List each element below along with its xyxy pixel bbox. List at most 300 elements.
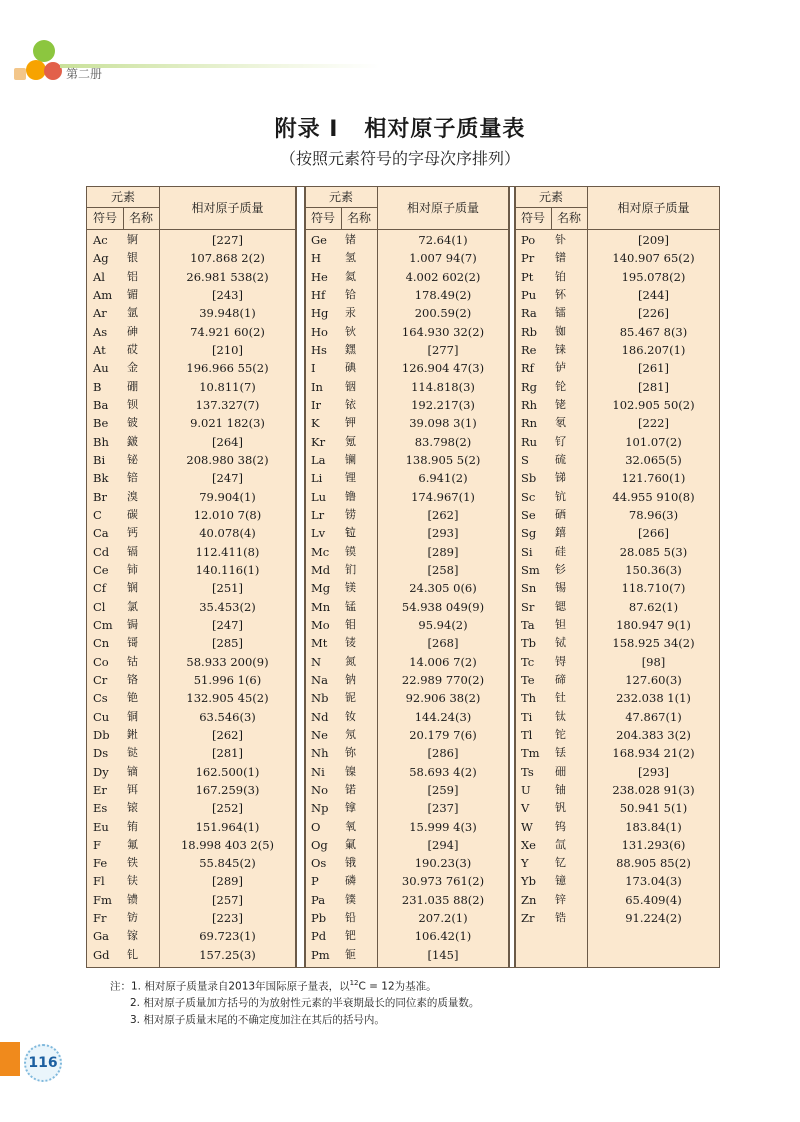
- table-row: [305, 671, 508, 689]
- atomic-mass: 106.42(1): [414, 929, 472, 944]
- element-name: 镆: [345, 544, 356, 558]
- element-symbol: Cm: [93, 617, 113, 632]
- table-row: [515, 506, 719, 524]
- page-title: [0, 112, 800, 143]
- table-name: 相对原子质量表: [364, 117, 526, 142]
- element-symbol: Bi: [93, 452, 106, 467]
- element-symbol: Hg: [311, 306, 329, 321]
- element-name: 铝: [127, 269, 138, 283]
- element-name: 镓: [127, 929, 138, 943]
- table-row: [305, 286, 508, 304]
- table-row: [87, 872, 295, 890]
- element-name: 钆: [127, 947, 138, 961]
- element-symbol: Er: [93, 782, 107, 797]
- table-row: [305, 506, 508, 524]
- table-row: [305, 854, 508, 872]
- element-symbol: Fr: [93, 911, 107, 926]
- element-name: 锎: [127, 581, 138, 595]
- table-row: [515, 909, 719, 927]
- column-rows: [515, 231, 719, 927]
- element-name: 铷: [555, 324, 566, 338]
- atomic-mass: 4.002 602(2): [405, 269, 481, 284]
- element-symbol: Y: [521, 856, 529, 871]
- element-name: 锡: [555, 581, 566, 595]
- element-symbol: Kr: [311, 434, 326, 449]
- element-symbol: Ts: [521, 764, 534, 779]
- atomic-mass: [257]: [212, 892, 243, 907]
- atomic-mass: 173.04(3): [625, 874, 682, 889]
- element-symbol: Hf: [311, 287, 326, 302]
- element-symbol: Am: [93, 287, 113, 302]
- atomic-mass: 196.966 55(2): [186, 361, 269, 376]
- element-name: 砹: [127, 342, 138, 356]
- element-name: 锌: [555, 892, 566, 906]
- atomic-mass: 15.999 4(3): [409, 819, 477, 834]
- element-symbol: Mn: [311, 599, 331, 614]
- atomic-mass: 162.500(1): [195, 764, 260, 779]
- atomic-mass: 88.905 85(2): [616, 856, 691, 871]
- atomic-mass: 238.028 91(3): [612, 782, 695, 797]
- appendix-label: 附录 I: [274, 117, 339, 142]
- atomic-mass: 12.010 7(8): [193, 507, 262, 522]
- element-name: 砷: [127, 324, 138, 338]
- element-symbol: Sn: [521, 581, 537, 596]
- element-name: 镨: [555, 251, 566, 265]
- element-symbol: Eu: [93, 819, 109, 834]
- atomic-mass: 168.934 21(2): [612, 746, 695, 761]
- element-symbol: Db: [93, 727, 110, 742]
- table-row: [515, 854, 719, 872]
- element-symbol: Bh: [93, 434, 109, 449]
- atomic-mass: 58.693 4(2): [409, 764, 477, 779]
- atomic-mass: 22.989 770(2): [401, 672, 485, 687]
- element-name: 锗: [345, 233, 356, 246]
- table-row: [515, 708, 719, 726]
- atomic-mass: [281]: [212, 746, 243, 761]
- table-row: [87, 909, 295, 927]
- element-name: 硅: [555, 544, 566, 558]
- table-row: [87, 744, 295, 762]
- atomic-mass: 126.904 47(3): [401, 361, 485, 376]
- element-name: 铱: [345, 397, 356, 411]
- atomic-mass: 114.818(3): [411, 379, 475, 394]
- table-row: [87, 396, 295, 414]
- table-row: [515, 231, 719, 249]
- atomic-mass: [243]: [212, 287, 243, 302]
- table-row: [87, 359, 295, 377]
- table-row: [515, 836, 719, 854]
- atomic-mass: [281]: [638, 379, 669, 394]
- table-row: [515, 598, 719, 616]
- atomic-mass: 24.305 0(6): [409, 581, 477, 596]
- atomic-mass: 18.998 403 2(5): [180, 837, 275, 852]
- element-symbol: Ga: [93, 929, 110, 944]
- element-name: 钛: [555, 709, 566, 723]
- table-row: [87, 818, 295, 836]
- table-row: [87, 927, 295, 945]
- atomic-mass: [289]: [427, 544, 459, 559]
- element-name: 氟: [127, 837, 138, 851]
- table-row: [305, 268, 508, 286]
- element-name: 钐: [555, 562, 566, 576]
- table-row: [305, 744, 508, 762]
- table-row: [305, 414, 508, 432]
- atomic-mass: [145]: [427, 947, 459, 962]
- atomic-mass: 158.925 34(2): [612, 636, 695, 651]
- element-symbol: Cf: [93, 581, 107, 596]
- element-name: 碘: [345, 361, 356, 375]
- element-name: 钇: [555, 856, 566, 870]
- atomic-mass: 74.921 60(2): [190, 324, 265, 339]
- table-row: [515, 689, 719, 707]
- element-symbol: Ds: [93, 746, 109, 761]
- element-name: 钕: [345, 709, 356, 723]
- element-name: 铂: [555, 269, 566, 283]
- element-symbol: Pd: [311, 929, 327, 944]
- table-row: [305, 708, 508, 726]
- atomic-mass: 83.798(2): [414, 434, 472, 449]
- element-symbol: Ho: [311, 324, 328, 339]
- table-row: [515, 616, 719, 634]
- atomic-mass: 50.941 5(1): [619, 801, 688, 816]
- element-symbol: P: [311, 874, 319, 889]
- table-row: [515, 872, 719, 890]
- element-name: 镱: [555, 874, 566, 888]
- atomic-mass: 87.62(1): [628, 599, 679, 614]
- element-name: 锶: [555, 599, 566, 613]
- atomic-mass: [268]: [427, 636, 459, 651]
- column-rows: [305, 231, 508, 964]
- element-symbol: Ne: [311, 727, 328, 742]
- atomic-mass: 174.967(1): [411, 489, 475, 504]
- atomic-mass: [293]: [638, 764, 669, 779]
- element-symbol: Tc: [521, 654, 535, 669]
- atomic-mass: [210]: [212, 342, 243, 357]
- element-symbol: Og: [311, 837, 328, 852]
- element-name: 铼: [555, 342, 566, 356]
- element-symbol: Cr: [93, 672, 108, 687]
- header-symbol: 符号: [87, 208, 124, 229]
- table-row: [515, 524, 719, 542]
- atomic-mass: [237]: [427, 801, 459, 816]
- element-symbol: Bk: [93, 471, 109, 486]
- element-name: 𨧀: [127, 727, 138, 741]
- element-name: 氡: [555, 416, 566, 430]
- atomic-mass: 164.930 32(2): [401, 324, 485, 339]
- element-name: 镤: [345, 892, 356, 906]
- table-row: [305, 836, 508, 854]
- table-row: [515, 763, 719, 781]
- element-symbol: Te: [521, 672, 535, 687]
- element-symbol: N: [311, 654, 322, 669]
- table-row: [515, 268, 719, 286]
- element-name: 氯: [127, 599, 138, 613]
- element-name: 铕: [127, 819, 138, 833]
- atomic-mass: [261]: [638, 361, 669, 376]
- element-name: 锘: [345, 782, 356, 796]
- header-name: 名称: [123, 208, 160, 229]
- table-row: [87, 763, 295, 781]
- element-name: 钙: [127, 526, 138, 540]
- atomic-mass: 85.467 8(3): [619, 324, 688, 339]
- element-symbol: As: [93, 324, 108, 339]
- atomic-mass: 121.760(1): [621, 471, 686, 486]
- element-symbol: At: [93, 342, 106, 357]
- atomic-mass: 208.980 38(2): [186, 452, 269, 467]
- table-column: [515, 187, 719, 967]
- element-name: 硼: [127, 379, 138, 393]
- element-name: 铅: [345, 911, 356, 925]
- atomic-mass: 55.845(2): [199, 856, 256, 871]
- table-row: [87, 414, 295, 432]
- element-name: 氧: [345, 819, 356, 833]
- element-name: 氦: [345, 269, 356, 283]
- atomic-mass: 30.973 761(2): [401, 874, 485, 889]
- element-name: 𬬻: [555, 361, 566, 375]
- atomic-mass: 51.996 1(6): [193, 672, 262, 687]
- atomic-mass: 127.60(3): [625, 672, 682, 687]
- column-header: [87, 187, 295, 230]
- table-row: [305, 488, 508, 506]
- element-name: 铪: [345, 287, 356, 301]
- element-symbol: Sr: [521, 599, 535, 614]
- element-symbol: Ar: [93, 306, 107, 321]
- table-row: [87, 689, 295, 707]
- element-name: 钽: [555, 617, 566, 631]
- element-symbol: Na: [311, 672, 328, 687]
- atomic-mass: 35.453(2): [199, 599, 256, 614]
- element-name: 铟: [345, 379, 356, 393]
- element-symbol: In: [311, 379, 323, 394]
- table-row: [515, 469, 719, 487]
- element-name: 钾: [345, 416, 356, 430]
- element-name: 氢: [345, 251, 356, 265]
- element-name: 钫: [127, 911, 138, 925]
- header-element: 元素: [305, 187, 378, 208]
- element-name: 铹: [345, 507, 356, 521]
- element-name: 铁: [127, 856, 138, 870]
- element-name: 铑: [555, 397, 566, 411]
- atomic-mass: 92.906 38(2): [405, 691, 481, 706]
- atomic-mass: 150.36(3): [625, 562, 682, 577]
- element-name: 钒: [555, 801, 566, 815]
- element-name: 鿭: [345, 746, 356, 760]
- element-symbol: Cn: [93, 636, 110, 651]
- element-name: 钪: [555, 489, 566, 503]
- atomic-mass: [293]: [427, 526, 459, 541]
- element-symbol: Gd: [93, 947, 110, 962]
- table-row: [87, 634, 295, 652]
- table-row: [87, 304, 295, 322]
- element-symbol: Ce: [93, 562, 109, 577]
- atomic-mass: 6.941(2): [418, 471, 468, 486]
- header-name: 名称: [551, 208, 588, 229]
- book-label: 第二册: [66, 67, 103, 81]
- table-row: [515, 323, 719, 341]
- element-name: 钯: [345, 929, 356, 943]
- element-symbol: Rh: [521, 397, 538, 412]
- table-row: [515, 891, 719, 909]
- atomic-mass: 9.021 182(3): [190, 416, 265, 431]
- table-row: [515, 726, 719, 744]
- element-name: 钍: [555, 691, 566, 705]
- header-mass: 相对原子质量: [617, 201, 690, 215]
- atomic-mass: 40.078(4): [199, 526, 256, 541]
- column-rows: [87, 231, 295, 964]
- element-symbol: Mc: [311, 544, 330, 559]
- atomic-mass: 138.905 5(2): [405, 452, 481, 467]
- header-element: 元素: [87, 187, 160, 208]
- atomic-mass: 231.035 88(2): [401, 892, 485, 907]
- atomic-mass: [247]: [212, 617, 243, 632]
- table-row: [87, 891, 295, 909]
- table-row: [305, 598, 508, 616]
- table-row: [305, 359, 508, 377]
- table-row: [305, 561, 508, 579]
- element-symbol: Zr: [521, 911, 535, 926]
- element-symbol: Tl: [521, 727, 533, 742]
- table-row: [305, 231, 508, 249]
- atomic-mass: 131.293(6): [621, 837, 686, 852]
- page-number: 116: [24, 1044, 62, 1082]
- table-row: [305, 433, 508, 451]
- element-symbol: Pr: [521, 251, 535, 266]
- element-symbol: Nb: [311, 691, 329, 706]
- element-symbol: V: [521, 801, 530, 816]
- element-symbol: Cl: [93, 599, 106, 614]
- table-row: [87, 268, 295, 286]
- element-symbol: Cs: [93, 691, 108, 706]
- atomic-mass: 39.948(1): [199, 306, 256, 321]
- atomic-mass: [259]: [427, 782, 459, 797]
- column-border: [295, 187, 297, 967]
- atomic-mass: 1.007 94(7): [409, 251, 477, 266]
- atomic-mass: 200.59(2): [414, 306, 472, 321]
- table-row: [515, 414, 719, 432]
- element-symbol: Th: [521, 691, 537, 706]
- element-name: 银: [127, 251, 138, 265]
- element-name: 锰: [345, 599, 356, 613]
- atomic-mass: [262]: [427, 507, 459, 522]
- table-row: [305, 781, 508, 799]
- element-symbol: Nh: [311, 746, 329, 761]
- atomic-mass: [262]: [212, 727, 243, 742]
- table-row: [515, 781, 719, 799]
- element-name: 锕: [127, 233, 138, 246]
- table-row: [87, 451, 295, 469]
- element-symbol: Ti: [521, 709, 533, 724]
- element-name: 钋: [555, 233, 566, 246]
- table-row: [515, 543, 719, 561]
- table-row: [87, 231, 295, 249]
- element-symbol: S: [521, 452, 529, 467]
- atomic-mass: [209]: [638, 233, 669, 247]
- atomic-mass: [277]: [427, 342, 459, 357]
- table-row: [87, 286, 295, 304]
- page-subtitle: （按照元素符号的字母次序排列）: [279, 149, 520, 168]
- table-row: [515, 433, 719, 451]
- table-row: [305, 579, 508, 597]
- table-row: [515, 561, 719, 579]
- atomic-mass: 204.383 3(2): [616, 727, 691, 742]
- element-symbol: Lr: [311, 507, 325, 522]
- atomic-mass: 78.96(3): [628, 507, 679, 522]
- element-symbol: Lv: [311, 526, 326, 541]
- element-symbol: Os: [311, 856, 327, 871]
- atomic-mass: 207.2(1): [418, 911, 468, 926]
- atomic-mass: 140.907 65(2): [612, 251, 695, 266]
- element-name: 𫟼: [127, 746, 138, 760]
- atomic-mass: [294]: [427, 837, 459, 852]
- table-row: [87, 799, 295, 817]
- atomic-mass: [252]: [212, 801, 243, 816]
- table-row: [87, 616, 295, 634]
- header-element: 元素: [515, 187, 588, 208]
- element-symbol: C: [93, 507, 102, 522]
- element-name: 鿬: [555, 764, 566, 778]
- table-row: [87, 579, 295, 597]
- element-name: 镍: [345, 764, 356, 778]
- atomic-mass: 28.085 5(3): [619, 544, 688, 559]
- atomic-mass: [289]: [212, 874, 243, 889]
- element-name: 钨: [555, 819, 566, 833]
- element-name: 铀: [555, 782, 566, 796]
- table-row: [305, 927, 508, 945]
- element-name: 铈: [127, 562, 138, 576]
- atomic-mass: 132.905 45(2): [186, 691, 269, 706]
- element-symbol: B: [93, 379, 102, 394]
- element-symbol: Fl: [93, 874, 105, 889]
- element-symbol: U: [521, 782, 531, 797]
- element-symbol: No: [311, 782, 328, 797]
- atomic-mass: [258]: [427, 562, 459, 577]
- table-row: [515, 744, 719, 762]
- notes: [110, 975, 479, 1028]
- element-symbol: Rg: [521, 379, 538, 394]
- table-row: [305, 909, 508, 927]
- element-name: 铯: [127, 691, 138, 705]
- element-symbol: Sm: [521, 562, 540, 577]
- element-name: 锇: [345, 856, 356, 870]
- element-name: 镄: [127, 892, 138, 906]
- page-header: [0, 38, 800, 88]
- element-symbol: Rn: [521, 416, 538, 431]
- table-row: [87, 433, 295, 451]
- table-row: [515, 653, 719, 671]
- table-row: [87, 506, 295, 524]
- table-row: [515, 378, 719, 396]
- atomic-mass: 69.723(1): [199, 929, 256, 944]
- logo-orange-icon: [26, 60, 46, 80]
- element-name: 汞: [345, 306, 356, 320]
- element-symbol: Ca: [93, 526, 109, 541]
- element-symbol: Be: [93, 416, 109, 431]
- element-name: 𫟷: [345, 526, 356, 540]
- element-name: 镎: [345, 801, 356, 815]
- atomic-mass: 167.259(3): [195, 782, 260, 797]
- table-row: [87, 598, 295, 616]
- table-row: [515, 799, 719, 817]
- element-name: 碲: [555, 672, 566, 686]
- element-name: 锝: [555, 654, 566, 668]
- element-symbol: Mo: [311, 617, 330, 632]
- element-name: 铒: [127, 782, 138, 796]
- atomic-mass: 10.811(7): [199, 379, 256, 394]
- element-name: 锆: [555, 911, 566, 925]
- atomic-mass: 232.038 1(1): [616, 691, 691, 706]
- element-symbol: O: [311, 819, 321, 834]
- table-row: [87, 378, 295, 396]
